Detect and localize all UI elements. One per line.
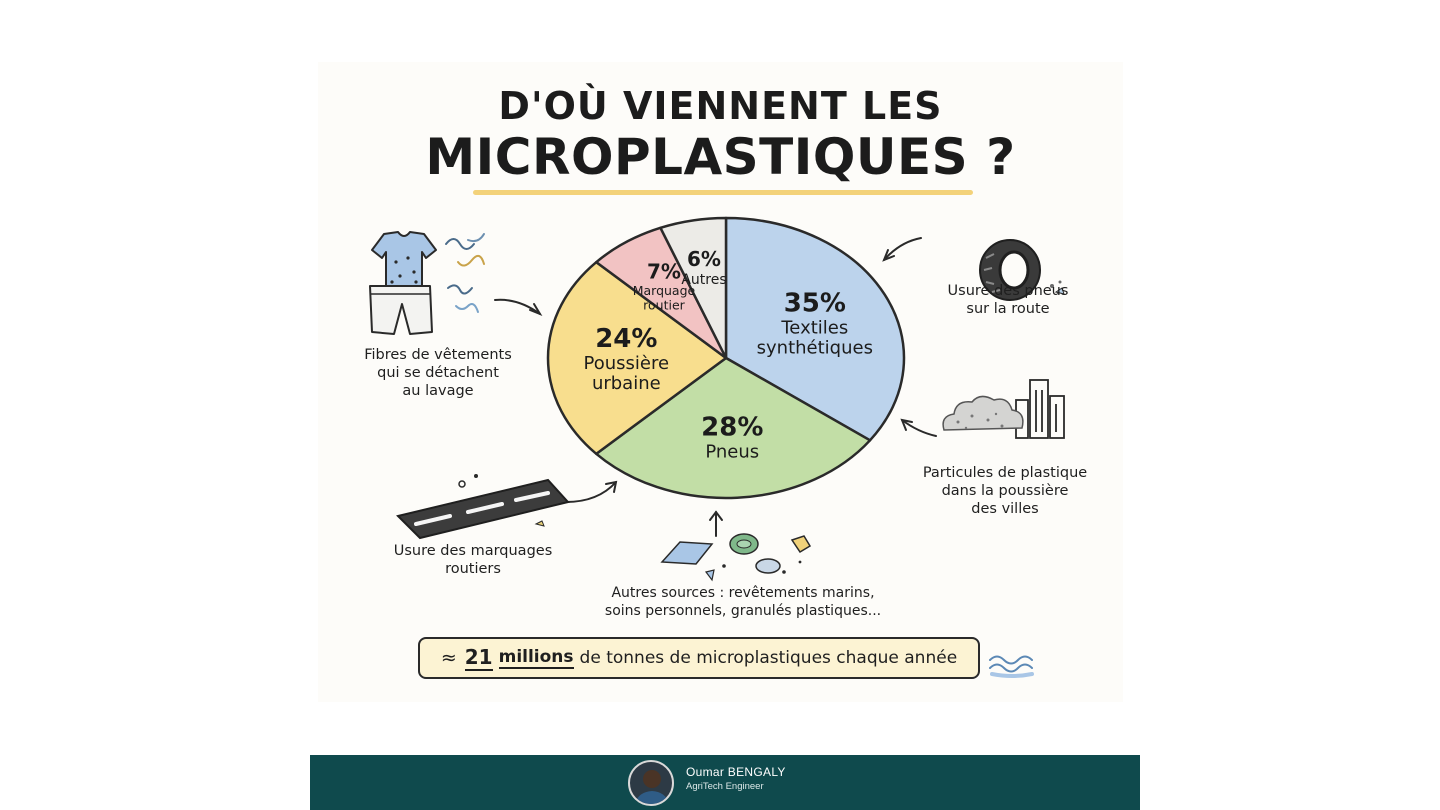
- slice-percent-label: 7%: [646, 259, 681, 284]
- slice-category-label: Marquage: [632, 283, 696, 299]
- slice-category-label: urbaine: [591, 373, 661, 395]
- author-role: AgriTech Engineer: [686, 781, 764, 792]
- arrow-dust: [902, 420, 936, 436]
- avatar: [628, 760, 674, 806]
- tshirt-icon: [372, 232, 436, 288]
- footnote-unit: millions: [498, 647, 574, 667]
- slice-percent-label: 28%: [701, 412, 764, 443]
- fibers-icon: [446, 234, 484, 312]
- slice-percent-label: 6%: [687, 247, 721, 272]
- author-footer: [310, 755, 1140, 810]
- pants-icon: [370, 286, 432, 334]
- road-icon: [398, 474, 568, 538]
- slice-category-label: Pneus: [705, 441, 760, 463]
- caption-road: Usure des marquages routiers: [393, 543, 553, 577]
- slice-percent-label: 35%: [783, 288, 846, 319]
- arrow-tires: [884, 238, 921, 260]
- footnote-number: 21: [464, 645, 493, 669]
- person-icon: [630, 762, 674, 806]
- approx-symbol: ≈: [440, 647, 457, 669]
- slice-category-label: Textiles: [781, 317, 849, 339]
- author-name: Oumar BENGALY: [686, 765, 786, 779]
- slice-category-label: routier: [643, 297, 685, 313]
- caption-textiles: Fibres de vêtements qui se détachent au lavage: [364, 347, 512, 399]
- caption-tires: Usure des pneus sur la route: [947, 283, 1069, 317]
- title-line-1: D'OÙ VIENNENT LES: [498, 84, 943, 128]
- caption-dust: Particules de plastique dans la poussière des villes: [922, 465, 1088, 517]
- arrow-road: [566, 482, 616, 502]
- infographic: [318, 62, 1123, 702]
- slice-percent-label: 24%: [595, 324, 658, 355]
- plastic-fragments-icon: [662, 534, 810, 580]
- footnote-text: de tonnes de microplastiques chaque année: [579, 648, 958, 668]
- caption-others: Autres sources : revêtements marins, soins personnels, granulés plastiques...: [604, 585, 882, 619]
- footnote-box: [418, 637, 980, 679]
- city-dust-icon: [943, 380, 1064, 438]
- slice-category-label: Autres: [681, 272, 727, 289]
- title-line-2: MICROPLASTIQUES ?: [425, 128, 1016, 186]
- slice-category-label: Poussière: [583, 353, 670, 375]
- waves-icon: [990, 657, 1032, 677]
- slice-category-label: synthétiques: [756, 337, 873, 359]
